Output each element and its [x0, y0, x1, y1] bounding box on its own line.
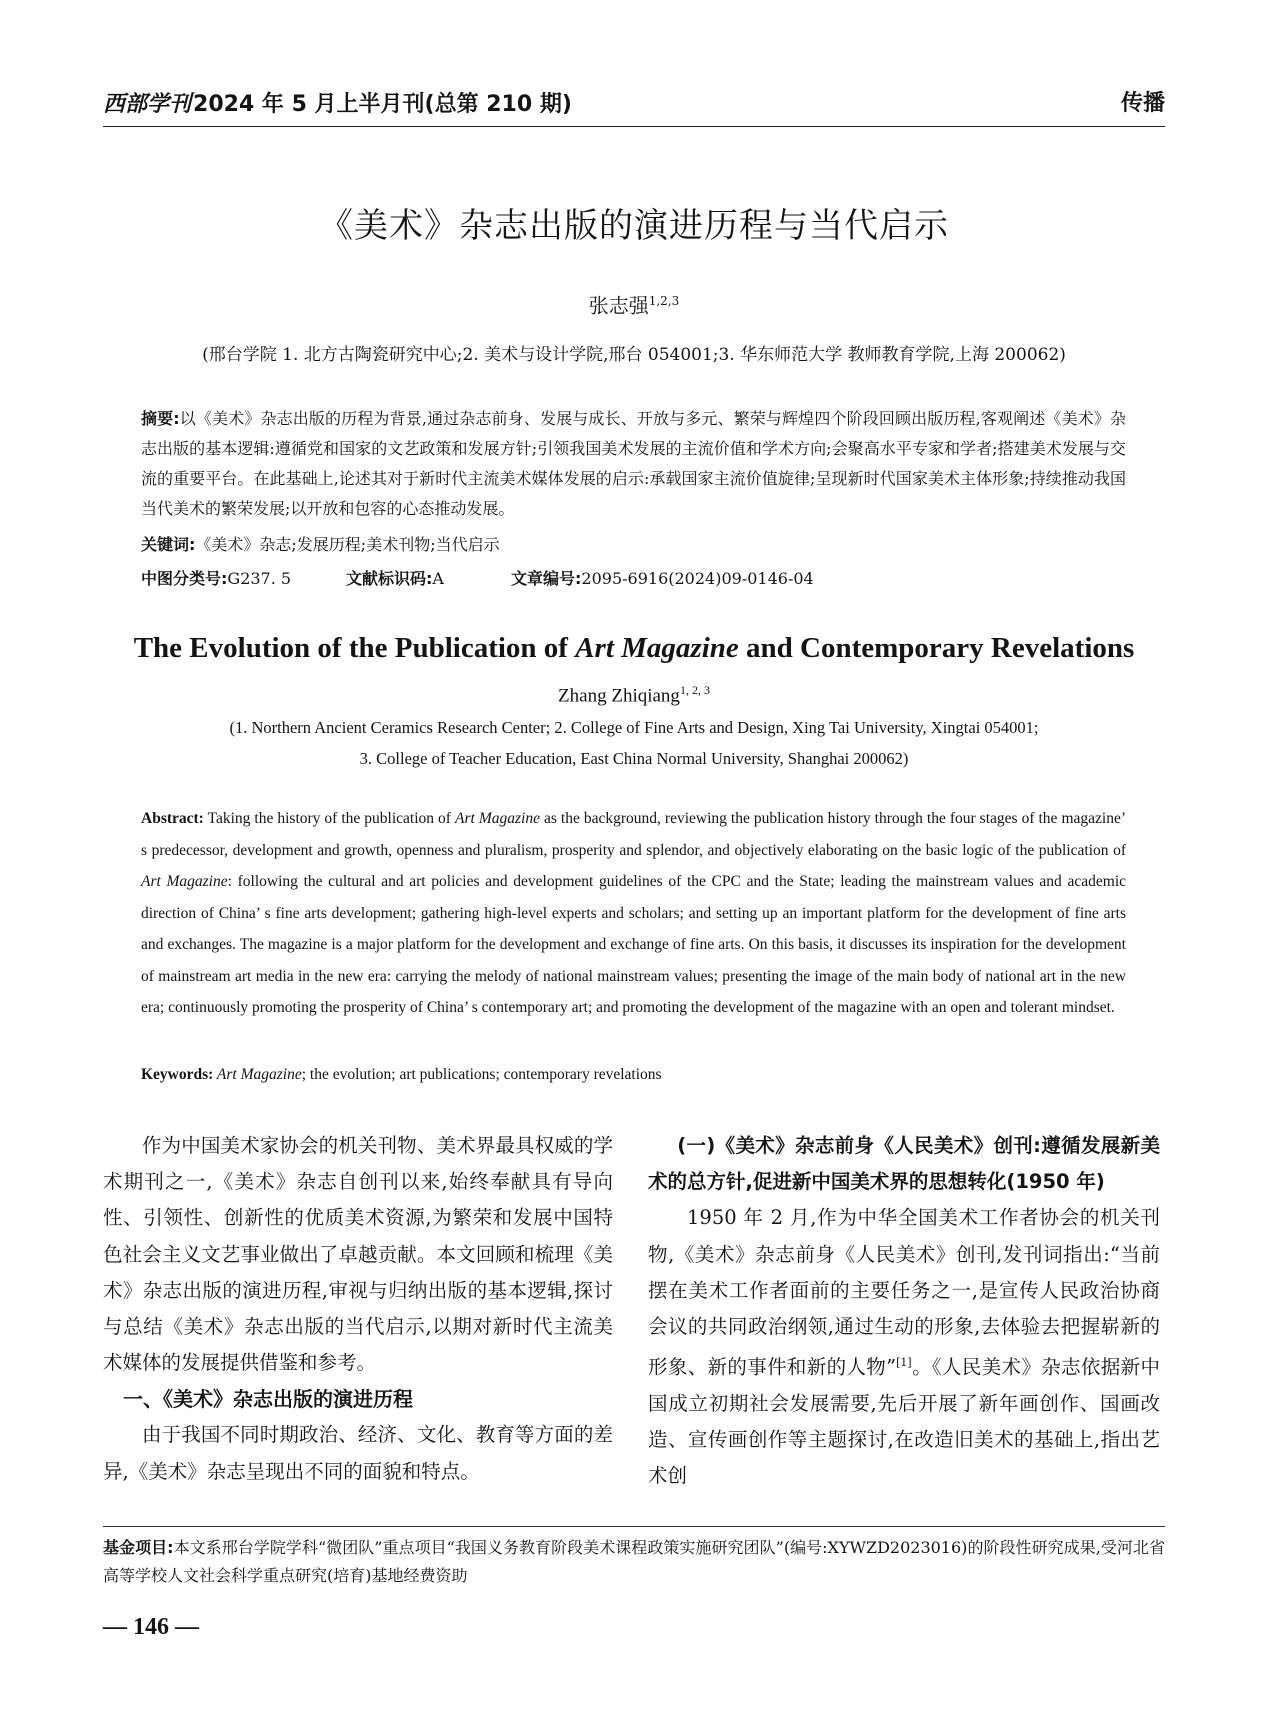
doc-value: A	[432, 569, 444, 588]
article-number-item	[511, 566, 814, 592]
abstract-cn-text: 以《美术》杂志出版的历程为背景,通过杂志前身、发展与成长、开放与多元、繁荣与辉煌四个阶段回顾出版历程,客观阐述《美术》杂志出版的基本逻辑:遵循党和国家的文艺政策和发展方针;引领我国美术发展的主流价值和学术方向;会聚高水平专家和学者;搭建美术发展与交流的重要平台。在此基础上,论述其对于新时代主流美术媒体发展的启示:承载国家主流价值旋律;呈现新时代国家美术主体形象;持续推动我国当代美术的繁荣发展;以开放和包容的心态推动发展。	[141, 409, 1126, 518]
keywords-cn	[141, 532, 1126, 558]
clc-item	[141, 566, 346, 592]
keywords-en	[141, 1062, 1126, 1088]
running-header	[103, 90, 1165, 130]
header-rule	[103, 126, 1165, 127]
subsection-heading: (一)《美术》杂志前身《人民美术》创刊:遵循发展新美术的总方针,促进新中国美术界的思想转化(1950 年)	[648, 1134, 1160, 1194]
title-en-pre: The Evolution of the Publication of	[133, 632, 576, 664]
article-number-value: 2095-6916(2024)09-0146-04	[581, 569, 814, 588]
body-paragraph	[648, 1200, 1160, 1494]
keywords-cn-text: 《美术》杂志;发展历程;美术刊物;当代启示	[195, 535, 500, 554]
keywords-cn-label: 关键词:	[141, 535, 196, 554]
article-number-label: 文章编号:	[511, 569, 582, 588]
author-en	[103, 678, 1165, 708]
abstract-en-italic1: Art Magazine	[455, 810, 540, 827]
clc-value: G237. 5	[227, 569, 292, 588]
affiliation-en-line1: (1. Northern Ancient Ceramics Research Center; 2. College of Fine Arts and Design, Xing Tai University, Xingtai 054001;	[229, 718, 1039, 737]
author-en-name: Zhang Zhiqiang	[558, 685, 680, 707]
doc-item	[346, 566, 511, 592]
abstract-en-label: Abstract:	[141, 810, 204, 827]
page-number: — 146 —	[103, 1614, 199, 1640]
abstract-en-part3: : following the cultural and art policies and development guidelines of the CPC and the State; leading the mainstream values and academic direction of China’ s fine arts development; gathering high-level experts and scholars; and setting up an important platform for the development of fine arts and exchanges. The magazine is a major platform for the development and exchange of fine arts. On this basis, it discusses its inspiration for the development of mainstream art media in the new era: carrying the melody of national mainstream values; presenting the image of the main body of national art in the new era; continuously promoting the prosperity of China’ s contemporary art; and promoting the development of the magazine with an open and tolerant mindset.	[141, 873, 1126, 1016]
affiliation-cn: (邢台学院 1. 北方古陶瓷研究中心;2. 美术与设计学院,邢台 054001;3. 华东师范大学 教师教育学院,上海 200062)	[202, 345, 1066, 365]
abstract-en-part2: as the background, reviewing the publication history through the four stages of the magazine’ s predecessor, development and growth, openness and pluralism, prosperity and splendor, and objectively elaborating on the basic logic of the publication of	[141, 810, 1126, 859]
body-paragraph: 作为中国美术家协会的机关刊物、美术界最具权威的学术期刊之一,《美术》杂志自创刊以来,始终奉献具有导向性、引领性、创新性的优质美术资源,为繁荣和发展中国特色社会主义文艺事业做出了卓越贡献。本文回顾和梳理《美术》杂志出版的演进历程,审视与归纳出版的基本逻辑,探讨与总结《美术》杂志出版的当代启示,以期对新时代主流美术媒体的发展提供借鉴和参考。	[103, 1134, 613, 1375]
abstract-cn-label: 摘要:	[141, 409, 180, 428]
journal-logo: 西部学刊	[103, 91, 192, 117]
body-paragraph-part-b: 。《人民美术》杂志依据新中国成立初期社会发展需要,先后开展了新年画创作、国画改造、宣传画创作等主题探讨,在改造旧美术的基础上,指出艺术创	[648, 1355, 1160, 1488]
doc-label: 文献标识码:	[346, 569, 433, 588]
footnote-rule	[103, 1526, 1165, 1527]
title-en-italic: Art Magazine	[575, 632, 739, 664]
body-paragraph-part-a: 1950 年 2 月,作为中华全国美术工作者协会的机关刊物,《美术》杂志前身《人民美术》创刊,发刊词指出:“当前摆在美术工作者面前的主要任务之一,是宣传人民政治协商会议的共同政治纲领,通过生动的形象,去体验去把握崭新的形象、新的事件和新的人物”	[648, 1206, 1160, 1379]
title-cn: 《美术》杂志出版的演进历程与当代启示	[319, 206, 949, 246]
journal-issue	[103, 90, 572, 119]
keywords-en-text: ; the evolution; art publications; contemporary revelations	[301, 1066, 662, 1083]
funding-label: 基金项目:	[103, 1538, 174, 1557]
section-label: 传播	[1120, 91, 1165, 116]
title-en	[60, 630, 1208, 666]
body-paragraph: 由于我国不同时期政治、经济、文化、教育等方面的差异,《美术》杂志呈现出不同的面貌和特点。	[103, 1423, 613, 1483]
author-en-sup: 1, 2, 3	[679, 683, 710, 697]
classification-line	[141, 566, 1126, 592]
affiliation-en-line2: 3. College of Teacher Education, East China Normal University, Shanghai 200062)	[359, 749, 909, 768]
body-column-right	[648, 1128, 1160, 1495]
section-heading: 一、《美术》杂志出版的演进历程	[123, 1387, 413, 1412]
citation-mark: [1]	[896, 1356, 912, 1370]
clc-label: 中图分类号:	[141, 569, 228, 588]
abstract-en	[141, 803, 1126, 1024]
funding-note	[103, 1534, 1165, 1590]
title-en-post: and Contemporary Revelations	[738, 632, 1135, 664]
abstract-en-part1: Taking the history of the publication of	[203, 810, 455, 827]
keywords-en-italic: Art Magazine	[213, 1066, 302, 1083]
author-cn	[103, 288, 1165, 319]
affiliation-en	[103, 712, 1165, 774]
issue-text: 2024 年 5 月上半月刊(总第 210 期)	[193, 92, 572, 117]
keywords-en-label: Keywords:	[141, 1066, 214, 1083]
funding-text: 本文系邢台学院学科“微团队”重点项目“我国义务教育阶段美术课程政策实施研究团队”(编号:XYWZD2023016)的阶段性研究成果,受河北省高等学校人文社会科学重点研究(培育)基地经费资助	[103, 1538, 1165, 1585]
abstract-cn	[141, 404, 1126, 524]
author-cn-sup: 1,2,3	[648, 294, 680, 308]
body-column-left	[103, 1128, 613, 1490]
author-cn-name: 张志强	[588, 293, 649, 318]
abstract-en-italic2: Art Magazine	[141, 873, 228, 890]
